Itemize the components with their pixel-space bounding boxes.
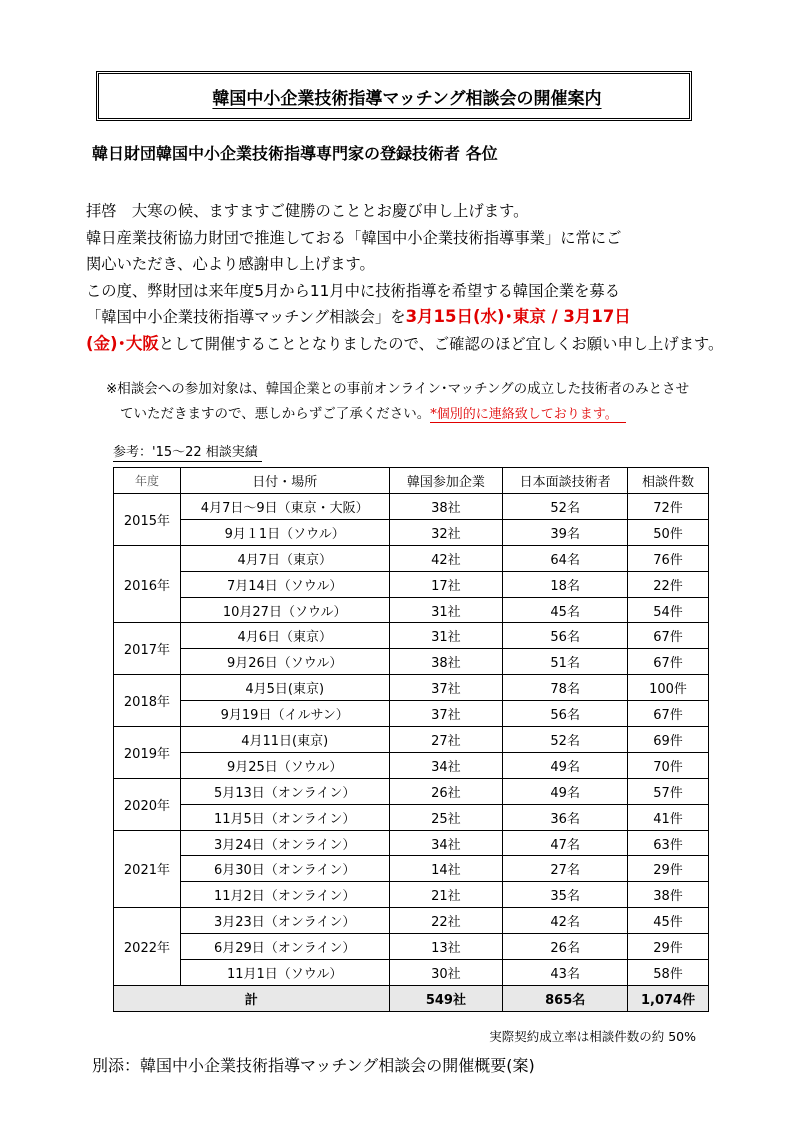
- body-line-6: [86, 331, 726, 358]
- date-cell: 11月2日（オンライン）: [180, 882, 389, 908]
- body-line-5: [86, 304, 726, 331]
- table-header-row: [114, 468, 709, 494]
- header-jp-engineers: 日本面談技術者: [503, 468, 628, 494]
- consult-count-cell: 67件: [628, 649, 709, 675]
- date-cell: 7月14日（ソウル）: [180, 571, 389, 597]
- year-cell: 2018年: [114, 675, 181, 727]
- kr-companies-cell: 32社: [389, 519, 503, 545]
- total-kr: 549社: [389, 985, 503, 1011]
- table-row: [114, 882, 709, 908]
- body-line-5-text: 「韓国中小企業技術指導マッチング相談会」を: [86, 308, 406, 326]
- jp-engineers-cell: 52名: [503, 727, 628, 753]
- header-year: 年度: [114, 468, 181, 494]
- table-row: [114, 545, 709, 571]
- jp-engineers-cell: 43名: [503, 960, 628, 986]
- kr-companies-cell: 27社: [389, 727, 503, 753]
- jp-engineers-cell: 78名: [503, 675, 628, 701]
- jp-engineers-cell: 42名: [503, 908, 628, 934]
- jp-engineers-cell: 49名: [503, 778, 628, 804]
- consult-count-cell: 29件: [628, 934, 709, 960]
- consult-count-cell: 58件: [628, 960, 709, 986]
- jp-engineers-cell: 56名: [503, 623, 628, 649]
- jp-engineers-cell: 26名: [503, 934, 628, 960]
- date-cell: 10月27日（ソウル）: [180, 597, 389, 623]
- date-cell: 9月19日（イルサン）: [180, 701, 389, 727]
- table-row: [114, 856, 709, 882]
- results-body: [114, 494, 709, 986]
- jp-engineers-cell: 36名: [503, 804, 628, 830]
- body-line-4: この度、弊財団は来年度5月から11月中に技術指導を希望する韓国企業を募る: [86, 281, 620, 300]
- contract-rate-footnote: 実際契約成立率は相談件数の約 50%: [489, 1029, 696, 1044]
- kr-companies-cell: 30社: [389, 960, 503, 986]
- consult-count-cell: 76件: [628, 545, 709, 571]
- header-kr-companies: 韓国参加企業: [389, 468, 503, 494]
- table-row: [114, 701, 709, 727]
- jp-engineers-cell: 52名: [503, 494, 628, 520]
- consult-count-cell: 100件: [628, 675, 709, 701]
- title-box: [96, 71, 692, 121]
- consult-count-cell: 29件: [628, 856, 709, 882]
- body-line-1: 拝啓 大寒の候、ますますご健勝のこととお慶び申し上げます。: [86, 202, 529, 220]
- jp-engineers-cell: 49名: [503, 752, 628, 778]
- body-line-3: 関心いただき、心より感謝申し上げます。: [86, 255, 375, 273]
- table-row: [114, 675, 709, 701]
- kr-companies-cell: 42社: [389, 545, 503, 571]
- kr-companies-cell: 37社: [389, 701, 503, 727]
- date-cell: 5月13日（オンライン）: [180, 778, 389, 804]
- kr-companies-cell: 17社: [389, 571, 503, 597]
- consult-count-cell: 38件: [628, 882, 709, 908]
- body-line-2: 韓日産業技術協力財団で推進しておる「韓国中小企業技術指導事業」に常にご: [86, 228, 622, 247]
- date-cell: 6月30日（オンライン）: [180, 856, 389, 882]
- header-date: 日付・場所: [180, 468, 389, 494]
- kr-companies-cell: 14社: [389, 856, 503, 882]
- total-count: 1,074件: [628, 985, 709, 1011]
- consult-count-cell: 67件: [628, 701, 709, 727]
- kr-companies-cell: 25社: [389, 804, 503, 830]
- total-jp: 865名: [503, 985, 628, 1011]
- jp-engineers-cell: 27名: [503, 856, 628, 882]
- table-row: [114, 804, 709, 830]
- table-row: [114, 597, 709, 623]
- note-line-2-text: ていただきますので、悪しからずご了承ください。: [120, 406, 431, 422]
- date-cell: 11月5日（オンライン）: [180, 804, 389, 830]
- date-cell: 9月25日（ソウル）: [180, 752, 389, 778]
- date-cell: 3月23日（オンライン）: [180, 908, 389, 934]
- table-row: [114, 752, 709, 778]
- total-row: [114, 985, 709, 1011]
- consult-count-cell: 67件: [628, 623, 709, 649]
- jp-engineers-cell: 35名: [503, 882, 628, 908]
- kr-companies-cell: 38社: [389, 494, 503, 520]
- consult-count-cell: 69件: [628, 727, 709, 753]
- event-location-highlight: (金)･大阪: [86, 333, 159, 353]
- note-line-1: ※相談会への参加対象は、韓国企業との事前オンライン･マッチングの成立した技術者のみとさせ: [106, 381, 690, 397]
- consult-count-cell: 57件: [628, 778, 709, 804]
- event-dates-highlight: 3月15日(水)･東京 / 3月17日: [405, 307, 631, 326]
- kr-companies-cell: 37社: [389, 675, 503, 701]
- table-row: [114, 494, 709, 520]
- table-row: [114, 778, 709, 804]
- date-cell: 4月7日～9日（東京・大阪）: [180, 494, 389, 520]
- consult-count-cell: 50件: [628, 519, 709, 545]
- table-row: [114, 649, 709, 675]
- kr-companies-cell: 13社: [389, 934, 503, 960]
- results-table: [113, 467, 709, 1012]
- participation-note: [106, 377, 689, 427]
- year-cell: 2016年: [114, 545, 181, 623]
- body-text: [86, 198, 726, 357]
- body-line-6-text: として開催することとなりましたので、ご確認のほど宜しくお願い申し上げます。: [158, 334, 724, 353]
- date-cell: 4月5日(東京): [180, 675, 389, 701]
- jp-engineers-cell: 18名: [503, 571, 628, 597]
- kr-companies-cell: 31社: [389, 623, 503, 649]
- table-row: [114, 571, 709, 597]
- table-row: [114, 727, 709, 753]
- consult-count-cell: 70件: [628, 752, 709, 778]
- table-row: [114, 830, 709, 856]
- addressee: 韓日財団韓国中小企業技術指導専門家の登録技術者 各位: [92, 144, 498, 163]
- attachment-line: 別添：韓国中小企業技術指導マッチング相談会の開催概要(案): [92, 1056, 535, 1075]
- date-cell: 9月26日（ソウル）: [180, 649, 389, 675]
- jp-engineers-cell: 51名: [503, 649, 628, 675]
- consult-count-cell: 45件: [628, 908, 709, 934]
- date-cell: 4月7日（東京）: [180, 545, 389, 571]
- date-cell: 11月1日（ソウル）: [180, 960, 389, 986]
- document-title: 韓国中小企業技術指導マッチング相談会の開催案内: [212, 88, 602, 109]
- year-cell: 2017年: [114, 623, 181, 675]
- table-row: [114, 934, 709, 960]
- consult-count-cell: 22件: [628, 571, 709, 597]
- jp-engineers-cell: 39名: [503, 519, 628, 545]
- date-cell: 4月11日(東京): [180, 727, 389, 753]
- date-cell: 9月１1日（ソウル）: [180, 519, 389, 545]
- consult-count-cell: 63件: [628, 830, 709, 856]
- year-cell: 2019年: [114, 727, 181, 779]
- kr-companies-cell: 38社: [389, 649, 503, 675]
- jp-engineers-cell: 45名: [503, 597, 628, 623]
- date-cell: 4月6日（東京）: [180, 623, 389, 649]
- note-line-2: [106, 402, 689, 427]
- jp-engineers-cell: 47名: [503, 830, 628, 856]
- consult-count-cell: 72件: [628, 494, 709, 520]
- year-cell: 2015年: [114, 494, 181, 546]
- individual-contact-note: *個別的に連絡致しております。: [430, 407, 625, 423]
- year-cell: 2021年: [114, 830, 181, 908]
- kr-companies-cell: 22社: [389, 908, 503, 934]
- jp-engineers-cell: 56名: [503, 701, 628, 727]
- jp-engineers-cell: 64名: [503, 545, 628, 571]
- total-label: 計: [114, 985, 390, 1011]
- header-consult-count: 相談件数: [628, 468, 709, 494]
- date-cell: 3月24日（オンライン）: [180, 830, 389, 856]
- kr-companies-cell: 26社: [389, 778, 503, 804]
- kr-companies-cell: 21社: [389, 882, 503, 908]
- table-row: [114, 908, 709, 934]
- date-cell: 6月29日（オンライン）: [180, 934, 389, 960]
- kr-companies-cell: 34社: [389, 830, 503, 856]
- table-row: [114, 960, 709, 986]
- kr-companies-cell: 31社: [389, 597, 503, 623]
- year-cell: 2022年: [114, 908, 181, 986]
- consult-count-cell: 54件: [628, 597, 709, 623]
- kr-companies-cell: 34社: [389, 752, 503, 778]
- reference-caption: 参考：'15～22 相談実績: [113, 445, 262, 462]
- year-cell: 2020年: [114, 778, 181, 830]
- table-row: [114, 623, 709, 649]
- consult-count-cell: 41件: [628, 804, 709, 830]
- table-row: [114, 519, 709, 545]
